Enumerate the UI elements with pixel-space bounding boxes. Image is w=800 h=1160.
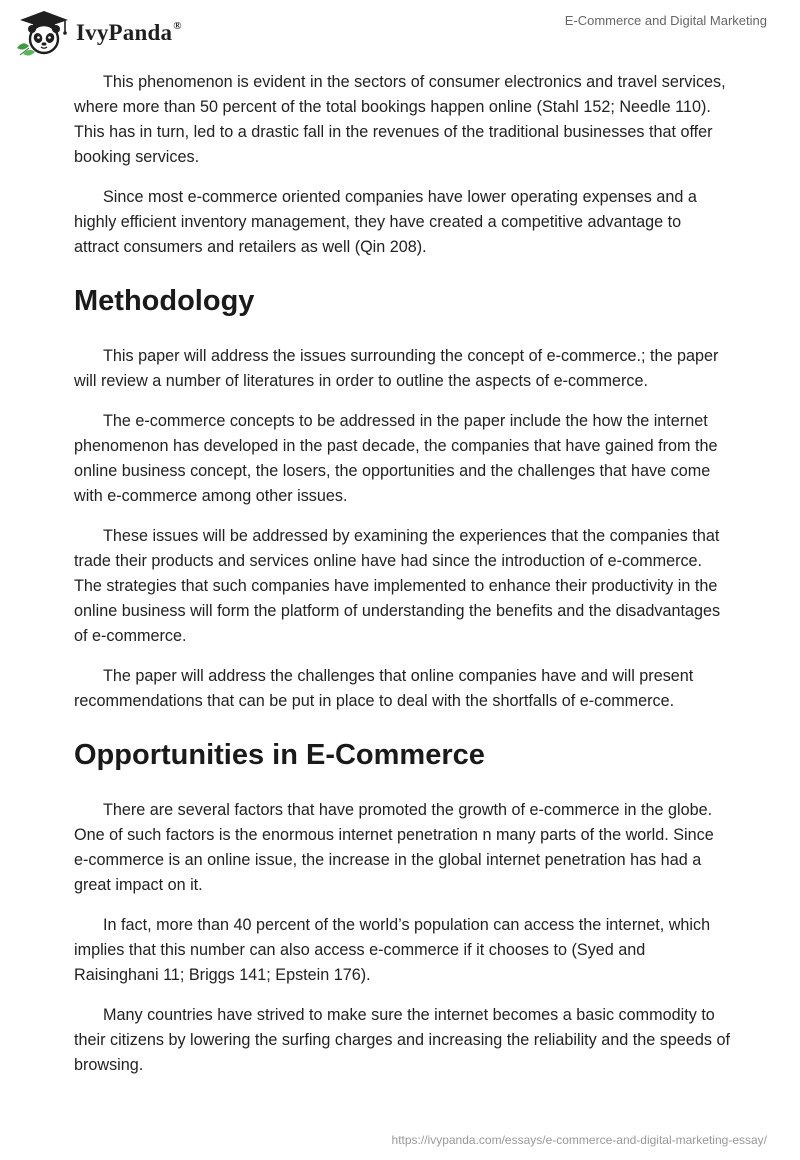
paragraph: Many countries have strived to make sure the internet becomes a basic commodity to their citizens by lowering the surfing charges and increasing the reliability and the speeds of browsing.	[74, 1006, 730, 1074]
paragraph: In fact, more than 40 percent of the world’s population can access the internet, which implies that this number can also access e-commerce if it chooses to (Syed and Raisinghani 11; Briggs 141; Epstein 176).	[74, 916, 711, 984]
page-header	[0, 0, 800, 60]
paragraph: These issues will be addressed by examining the experiences that the companies that trade their products and services online have had since the introduction of e-commerce. The strategies that such companies have implemented to enhance their productivity in the online business will form the platform of understanding the benefits and the disadvantages of e-commerce.	[74, 527, 721, 645]
paragraph: Since most e-commerce oriented companies have lower operating expenses and a highly efficient inventory management, they have created a competitive advantage to attract consumers and retailers as well (Qin 208).	[74, 188, 697, 256]
ivypanda-logo[interactable]	[14, 8, 182, 56]
panda-graduate-icon	[14, 8, 72, 56]
essay-body	[74, 70, 730, 1093]
paragraph: The paper will address the challenges that online companies have and will present recommendations that can be put in place to deal with the shortfalls of e-commerce.	[74, 667, 694, 710]
section-heading-methodology: Methodology	[74, 285, 255, 317]
logo-name: IvyPanda	[76, 20, 173, 45]
document-title: E-Commerce and Digital Marketing	[564, 13, 767, 28]
registered-mark: ®	[173, 20, 182, 33]
paragraph: This phenomenon is evident in the sectors of consumer electronics and travel services, where more than 50 percent of the total bookings happen online (Stahl 152; Needle 110). This has in turn, led to a drastic fall in the revenues of the traditional businesses that offer booking services.	[74, 73, 726, 166]
section-heading-opportunities: Opportunities in E-Commerce	[74, 739, 485, 771]
paragraph: This paper will address the issues surrounding the concept of e-commerce.; the paper will review a number of literatures in order to outline the aspects of e-commerce.	[74, 347, 719, 390]
source-url-link[interactable]: https://ivypanda.com/essays/e-commerce-and-digital-marketing-essay/	[391, 1133, 767, 1147]
paragraph: The e-commerce concepts to be addressed in the paper include the how the internet phenomenon has developed in the past decade, the companies that have gained from the online business concept, the losers, the opportunities and the challenges that have come with e-commerce among other issues.	[74, 412, 718, 505]
logo-wordmark	[76, 20, 182, 46]
paragraph: There are several factors that have promoted the growth of e-commerce in the globe. One of such factors is the enormous internet penetration n many parts of the world. Since e-commerce is an online issue, the increase in the global internet penetration has had a great impact on it.	[74, 801, 714, 894]
